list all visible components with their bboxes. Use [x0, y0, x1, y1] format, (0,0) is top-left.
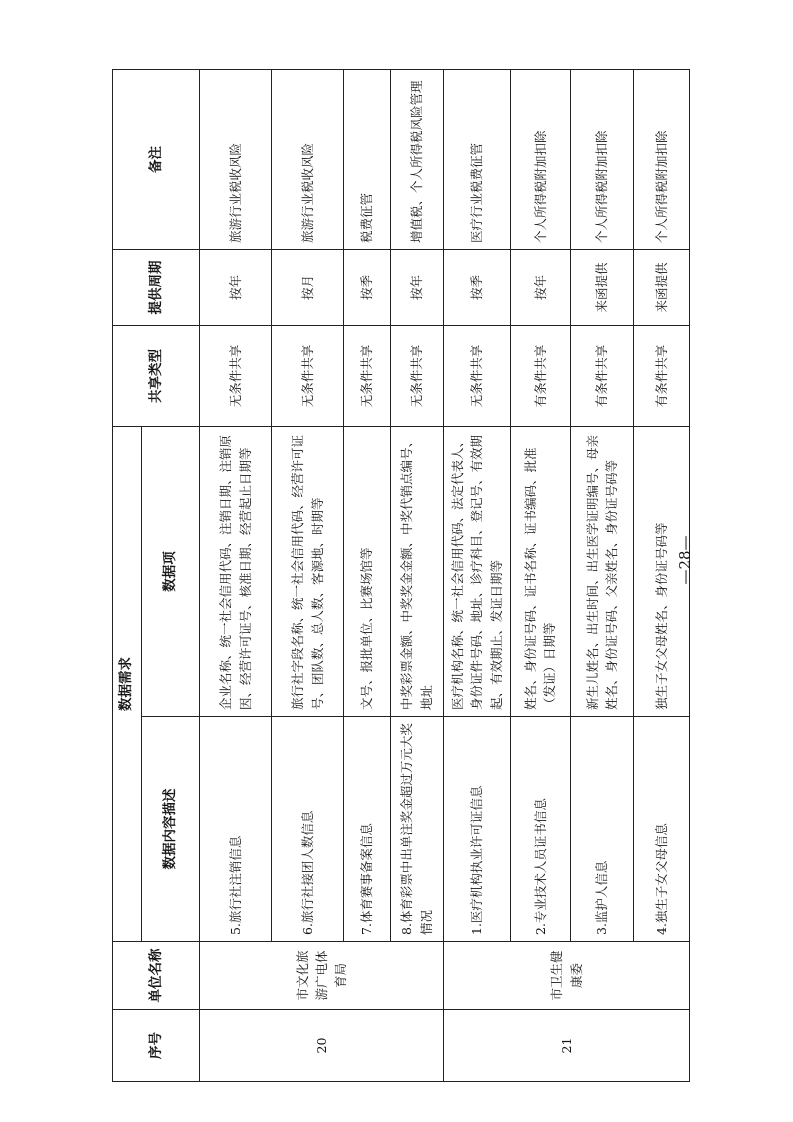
remark-cell: 医疗行业税费征管: [444, 70, 511, 250]
desc-cell: 7.体育赛事备案信息: [344, 717, 390, 942]
header-data-items: 数据项: [141, 427, 200, 717]
share-type-cell: 有条件共享: [634, 326, 690, 427]
share-type-cell: 无条件共享: [444, 326, 511, 427]
header-data-req: 数据需求: [113, 427, 142, 942]
items-cell: 医疗机构名称、统一社会信用代码、法定代表人、身份证件号码、地址、诊疗科目、登记号、有效期起、有效期止、发证日期等: [444, 427, 511, 717]
remark-cell: 旅游行业税收风险: [272, 70, 344, 250]
period-cell: 来函提供: [570, 250, 634, 326]
desc-cell: 8.体育彩票中出单注奖金超过万元大奖情况: [390, 717, 443, 942]
desc-cell: 6.旅行社接团人数信息: [272, 717, 344, 942]
items-cell: 旅行社字段名称、统一社会信用代码、经营许可证号、团队数、总人数、客源地、时期等: [272, 427, 344, 717]
seq-cell: 20: [200, 1010, 444, 1082]
desc-cell: 4.独生子女父母信息: [634, 717, 690, 942]
items-cell: 中奖彩票金额、中奖奖金金额、中奖代销点编号、地址: [390, 427, 443, 717]
remark-cell: 增值税、个人所得税风险管理: [390, 70, 443, 250]
header-seq: 序号: [113, 1010, 200, 1082]
period-cell: 按年: [200, 250, 272, 326]
share-type-cell: 无条件共享: [344, 326, 390, 427]
items-cell: 新生儿姓名、出生时间、出生医学证明编号、母亲姓名、身份证号码、父亲姓名、身份证号码等: [570, 427, 634, 717]
share-type-cell: 无条件共享: [390, 326, 443, 427]
unit-cell: 市文化旅游广电体育局: [200, 942, 444, 1010]
seq-cell: 21: [444, 1010, 690, 1082]
desc-cell: 3.监护人信息: [570, 717, 634, 942]
desc-cell: 2.专业技术人员证书信息: [510, 717, 570, 942]
share-type-cell: 无条件共享: [272, 326, 344, 427]
table-row: [272, 70, 344, 1082]
items-cell: 独生子女父母姓名、身份证号码等: [634, 427, 690, 717]
share-type-cell: 有条件共享: [510, 326, 570, 427]
items-cell: 文号、报批单位、比赛场馆等: [344, 427, 390, 717]
remark-cell: 个人所得税附加扣除: [570, 70, 634, 250]
header-remark: 备注: [113, 70, 200, 250]
desc-cell: 5.旅行社注销信息: [200, 717, 272, 942]
remark-cell: 税费征管: [344, 70, 390, 250]
table-row: [344, 70, 390, 1082]
page-number: —28—: [676, 535, 694, 585]
remark-cell: 旅游行业税收风险: [200, 70, 272, 250]
share-type-cell: 无条件共享: [200, 326, 272, 427]
header-unit: 单位名称: [113, 942, 200, 1010]
period-cell: 按年: [510, 250, 570, 326]
table-row: [390, 70, 443, 1082]
items-cell: 企业名称、统一社会信用代码、注销日期、注销原因、经营许可证号、核准日期、经营起止日期等: [200, 427, 272, 717]
period-cell: 按年: [390, 250, 443, 326]
remark-cell: 个人所得税附加扣除: [510, 70, 570, 250]
data-sharing-table: [112, 69, 690, 1082]
table-row: [444, 70, 511, 1082]
remark-cell: 个人所得税附加扣除: [634, 70, 690, 250]
header-row-1: [113, 70, 142, 1082]
period-cell: 按月: [272, 250, 344, 326]
table-row: [200, 70, 272, 1082]
share-type-cell: 有条件共享: [570, 326, 634, 427]
header-period: 提供周期: [113, 250, 200, 326]
header-share-type: 共享类型: [113, 326, 200, 427]
unit-cell: 市卫生健康委: [444, 942, 690, 1010]
table-rotator: [112, 70, 690, 1082]
period-cell: 来函提供: [634, 250, 690, 326]
period-cell: 按季: [344, 250, 390, 326]
desc-cell: 1.医疗机构执业许可证信息: [444, 717, 511, 942]
table-row: [510, 70, 570, 1082]
period-cell: 按季: [444, 250, 511, 326]
header-content-desc: 数据内容描述: [141, 717, 200, 942]
items-cell: 姓名、身份证号码、证书名称、证书编码、批准（发证）日期等: [510, 427, 570, 717]
table-row: [570, 70, 634, 1082]
